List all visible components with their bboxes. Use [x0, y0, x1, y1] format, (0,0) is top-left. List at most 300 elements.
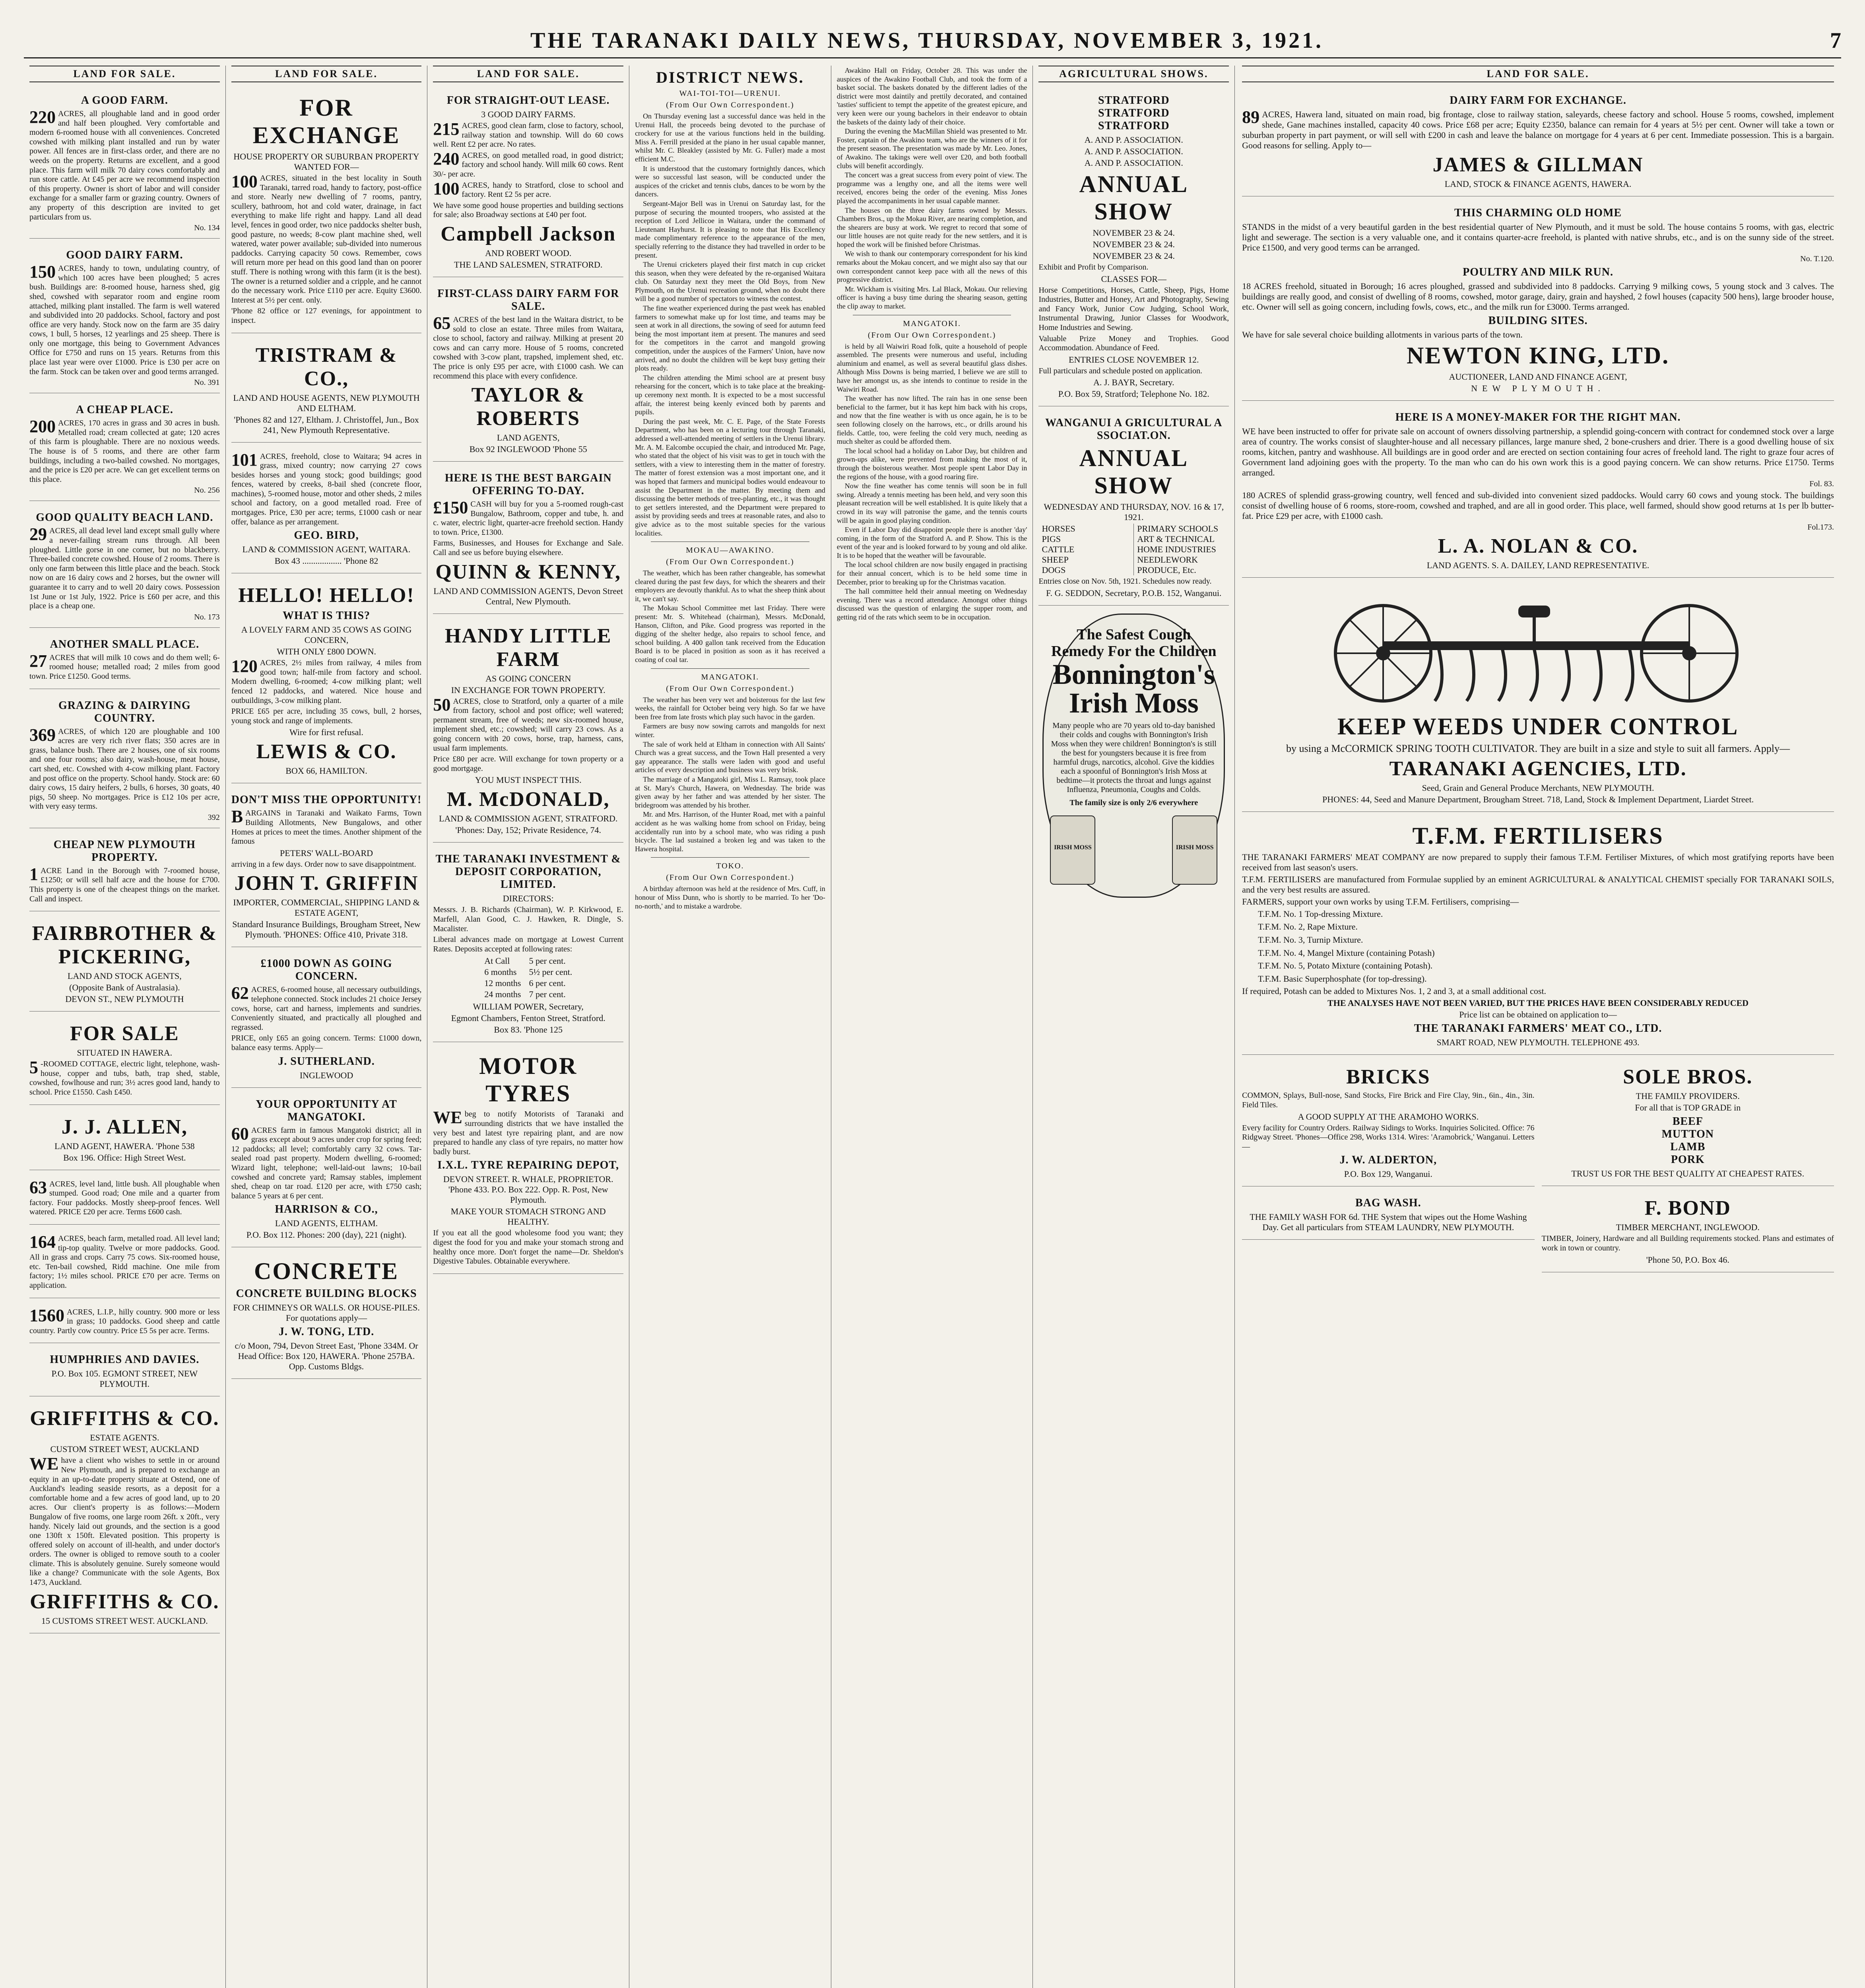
ad-heading: THIS CHARMING OLD HOME	[1454, 206, 1622, 219]
bottle-icon	[1050, 815, 1095, 885]
show-text: Exhibit and Profit by Comparison.	[1038, 263, 1149, 272]
agent-sub: LAND AND HOUSE AGENTS, NEW PLYMOUTH AND ELTHAM.	[233, 392, 420, 413]
ad-note: YOU MUST INSPECT THIS.	[475, 775, 582, 785]
classified-ad	[433, 618, 623, 843]
ad-heading: £1000 DOWN AS GOING CONCERN.	[260, 957, 392, 983]
rate-value: 6 per cent.	[529, 978, 566, 988]
company-name: THE TARANAKI INVESTMENT & DEPOSIT CORPORATION, LIMITED.	[435, 853, 621, 891]
agent-name: NEWTON KING, LTD.	[1406, 342, 1670, 369]
agent-address: BOX 66, HAMILTON.	[285, 766, 367, 776]
moss-brand: Bonnington's Irish Moss	[1052, 658, 1215, 719]
agent-address: INGLEWOOD	[299, 1070, 353, 1080]
ad-text: ACRES that will milk 10 cows and do them well; 6-roomed house; metalled road; 2 miles from good town. Price £1250. Good terms.	[29, 653, 220, 681]
show-assoc: A. AND P. ASSOCIATION.	[1084, 158, 1183, 168]
ad-heading: KEEP WEEDS UNDER CONTROL	[1337, 713, 1739, 740]
ad-subheading: 3 GOOD DAIRY FARMS.	[481, 109, 576, 119]
directors-list: Messrs. J. B. Richards (Chairman), W. P. Kirkwood, E. Marfell, Alan Good, C. J. Hawken, R. Dingle, S. Macalister.	[433, 905, 624, 933]
show-ad	[1038, 410, 1229, 606]
ad-heading: CHEAP NEW PLYMOUTH PROPERTY.	[53, 838, 196, 864]
ad-lead: 1560	[29, 1305, 64, 1325]
ad-text: Price list can be obtained on application to—	[1459, 1010, 1617, 1020]
ad-heading: T.F.M. FERTILISERS	[1412, 823, 1664, 849]
show-dates: NOVEMBER 23 & 24.	[1093, 239, 1175, 249]
ad-text: THE TARANAKI FARMERS' MEAT COMPANY are now prepared to supply their famous T.F.M. Fertiliser Mixtures, of which most gratifying reports have been received from last season's users.	[1242, 852, 1834, 873]
ad-heading: ANOTHER SMALL PLACE.	[50, 638, 200, 650]
divider	[651, 668, 809, 669]
article-paragraph: is held by all Waiwiri Road folk, quite a household of people assembled. The presents were numerous and useful, including aluminium and enamel, as well as several beautiful glass dishes. Although Miss Downs is being married, I believe we are still to have her amongst us, as she intends to continue to reside in the Waiwiri Road.	[836, 342, 1027, 393]
classified-ad	[231, 1251, 422, 1379]
agent-address: DEVON ST., NEW PLYMOUTH	[65, 994, 184, 1004]
classified-ad	[29, 1174, 220, 1225]
agent-name: GEO. BIRD,	[294, 529, 359, 542]
show-entries: ENTRIES CLOSE NOVEMBER 12.	[1069, 354, 1199, 365]
rates-table	[480, 955, 576, 1000]
column-2	[226, 66, 428, 1988]
ad-heading: FOR STRAIGHT-OUT LEASE.	[446, 94, 610, 107]
ad-body	[231, 174, 422, 305]
agent-name: J. J. ALLEN,	[61, 1115, 188, 1138]
show-text: Full particulars and schedule posted on application.	[1038, 366, 1202, 375]
column-1	[24, 66, 226, 1988]
ad-lead: 120	[231, 656, 258, 676]
ad-text: ACRES, 6-roomed house, all necessary outbuildings, telephone connected. Stock includes 21 choice Jersey cows, horse, cart and harness, implements and sundries. Conveniently situated, and practically all ploughed and regrassed.	[231, 985, 422, 1032]
ad-lead: 220	[29, 107, 56, 127]
show-assoc: A. AND P. ASSOCIATION.	[1084, 135, 1183, 145]
ad-text: ACRES, beach farm, metalled road. All level land; tip-top quality. Twelve or more paddocks. Good. All in grass and crops. Carry 75 cows. Six-roomed house, etc. Ten-bail cowshed, Ridd machine. One mile from factory; 1½ miles school. PRICE £70 per acre. Terms on application.	[29, 1234, 220, 1290]
article-paragraph: The fine weather experienced during the past week has enabled farmers to somewhat make up for lost time, and teams may be seen at work in all directions, the sowing of seed for autumn feed being the most important item at present. The manures and seed for the competitors in the carrot and mangold growing competition, under the auspices of the Farmers' Union, have now arrived, and no doubt the children will be kept busy getting their plots ready.	[635, 304, 825, 373]
ad-text: For all that is TOP GRADE in	[1635, 1103, 1741, 1113]
ad-text: arriving in a few days. Order now to save disappointment.	[231, 860, 416, 869]
agent-address: Box 83. 'Phone 125	[494, 1025, 563, 1035]
article-paragraph: The sale of work held at Eltham in connection with All Saints' Church was a great success, and the Town Hall presented a very gay appearance. The stalls were laden with good and useful articles of every description and business was very brisk.	[635, 740, 825, 774]
article-paragraph: We wish to thank our contemporary correspondent for his kind remarks about the Mokau concert, and we might also say that our own correspondent cannot keep pace with all the news of this progressive district.	[836, 250, 1027, 284]
right-section	[1235, 66, 1841, 1988]
ad-text: We have for sale several choice building allotments in various parts of the town.	[1242, 329, 1523, 340]
fertiliser-item: T.F.M. No. 4, Mangel Mixture (containing Potash)	[1258, 947, 1435, 958]
correspondent-line: (From Our Own Correspondent.)	[867, 330, 996, 340]
agent-address: Box 43 .................. 'Phone 82	[274, 556, 378, 566]
ad-text: ACRES, 170 acres in grass and 30 acres in bush. Metalled road; cream collected at gate; 120 acres of this farm is ploughable. There are no noxious weeds. The house is of 5 rooms, and there are other farm buildings, including a two-bailed cowshed. No mortgages, and the price is £20 per acre. We can get excellent terms on this place.	[29, 419, 220, 484]
agent-address: DEVON STREET. R. WHALE, PROPRIETOR. 'Phone 433. P.O. Box 222. Opp. R. Post, New Plymouth.	[443, 1174, 613, 1205]
ad-heading: MOTOR TYRES	[479, 1053, 578, 1107]
article-paragraph: The weather has been very wet and boisterous for the last few weeks, the rainfall for October being very high. So far we have been free from late frosts which play such havoc in the garden.	[635, 695, 825, 721]
classified-ad	[29, 632, 220, 689]
show-heading: ANNUAL SHOW	[1079, 445, 1189, 499]
irish-moss-ad	[1042, 613, 1225, 898]
article-paragraph: The houses on the three dairy farms owned by Messrs. Chambers Bros., up the Mokau River, are nearing completion, and the shearers are busy at work. We regret to record that some of our little houses are not quite ready for the new settlers, and it is hoped the work will be finished before Christmas.	[836, 206, 1027, 248]
ad-text: ACRES, good clean farm, close to factory, school, railway station and township. Will do 60 cows well. Rent £2 per acre. No rates.	[433, 121, 624, 149]
show-categories-left: HORSES PIGS CATTLE SHEEP DOGS	[1042, 524, 1075, 575]
agent-address: c/o Moon, 794, Devon Street East, 'Phone 334M. Or Head Office: Box 120, HAWERA. 'Phone 257BA. Opp. Customs Bldgs.	[235, 1341, 418, 1372]
ad-body	[231, 809, 422, 846]
bottles	[1050, 815, 1217, 885]
agent-name: L. A. NOLAN & CO.	[1438, 535, 1638, 558]
article-body	[837, 66, 1027, 311]
ad-body	[29, 419, 220, 484]
column-3	[427, 66, 629, 1988]
ad-price: PRICE, only £65 an going concern. Terms: £1000 down, balance easy terms. Apply—	[231, 1034, 422, 1052]
classified-ad	[231, 577, 422, 783]
right-bottom-ads	[1542, 1059, 1834, 1276]
article-subheading: MANGATOKI.	[701, 672, 759, 681]
ad-subheading: HOUSE PROPERTY OR SUBURBAN PROPERTY WANTED FOR—	[233, 151, 419, 172]
correspondent-line: (From Our Own Correspondent.)	[666, 101, 794, 109]
classified-ad	[433, 1046, 623, 1274]
agent-sub: LAND AGENTS, ELTHAM.	[275, 1218, 378, 1229]
agent-name: LEWIS & CO.	[256, 740, 397, 763]
agent-address: P.O. Box 105. EGMONT STREET, NEW PLYMOUTH.	[51, 1369, 198, 1389]
ad-body	[433, 697, 623, 753]
ad-subheading: PETERS' WALL-BOARD	[280, 848, 373, 858]
classified-ad	[1242, 405, 1834, 578]
ad-lead: 240	[433, 149, 460, 169]
ad-text: Liberal advances made on mortgage at Lowest Current Rates. Deposits accepted at following rates:	[433, 935, 624, 953]
ad-ref: 'Phone 82 office or 127 evenings, for appointment to inspect.	[231, 307, 422, 325]
article-body	[635, 885, 825, 911]
ad-body	[29, 1305, 220, 1336]
section-header: AGRICULTURAL SHOWS.	[1038, 66, 1229, 82]
agent-name: GRIFFITHS & CO.	[30, 1407, 219, 1430]
fertiliser-item: T.F.M. No. 5, Potato Mixture (containing Potash).	[1258, 961, 1433, 971]
ad-heading: POULTRY AND MILK RUN.	[1463, 266, 1613, 278]
show-text: Entries close on Nov. 5th, 1921. Schedules now ready.	[1038, 577, 1212, 586]
ad-heading: YOUR OPPORTUNITY AT MANGATOKI.	[256, 1098, 397, 1123]
bricks-ad	[1242, 1059, 1534, 1186]
timber-ad	[1542, 1190, 1834, 1272]
ad-ref: Fol.173.	[1807, 523, 1834, 532]
ad-text: COMMON, Splays, Bull-nose, Sand Stocks, Fire Brick and Fire Clay, 9in., 6in., 4in., 3in. Field Tiles.	[1242, 1091, 1535, 1109]
rate-row	[480, 978, 576, 989]
article-paragraph: During the evening the MacMillan Shield was presented to Mr. Foster, captain of the Awakino team, who are the winners of it for the present season. The presentation was made by Mr. Leo. Jones, of Awakino. The takings were well over £20, and both football clubs will benefit accordingly.	[836, 127, 1027, 170]
ad-body	[433, 151, 623, 179]
agent-address: (Opposite Bank of Australasia).	[69, 982, 180, 993]
ad-heading: FOR SALE	[70, 1022, 179, 1045]
show-categories	[1038, 524, 1229, 575]
ad-body	[29, 1177, 220, 1217]
bottle-label: IRISH MOSS	[1054, 844, 1092, 851]
agent-name: HUMPHRIES AND DAVIES.	[50, 1353, 200, 1366]
agent-address: Box 196. Office: High Street West.	[63, 1152, 186, 1163]
ad-body	[433, 500, 623, 537]
article-paragraph: It is understood that the customary fortnightly dances, which were so successful last season, will be conducted under the auspices of the cricket and tennis clubs, dances to be worn by the dancers.	[635, 164, 825, 198]
ad-lead: £150	[433, 498, 468, 518]
agent-name: GRIFFITHS & CO.	[30, 1590, 219, 1613]
agent-name: QUINN & KENNY,	[435, 560, 621, 583]
correspondent-line: (From Our Own Correspondent.)	[666, 557, 794, 567]
agent-name: Campbell Jackson	[441, 222, 616, 245]
show-heading: ANNUAL SHOW	[1079, 171, 1189, 225]
agent-name: J. SUTHERLAND.	[278, 1055, 375, 1068]
show-dates: WEDNESDAY AND THURSDAY, NOV. 16 & 17, 1921.	[1044, 502, 1224, 522]
ad-text: ACRES farm in famous Mangatoki district; all in grass except about 9 acres under crop for spring feed; 12 paddocks; all level; comfortably carry 32 cows. Tar-sealed road past property. Modern dwelling, 6-roomed; Wizard light, telephone; well-laid-out lawns; 10-bail cowshed and concrete yard; Ramsay stables, implement shed, cheap on tar road. £120 per acre, with £750 cash; balance 5 years at 6 per cent.	[231, 1126, 422, 1200]
article-body	[837, 342, 1027, 622]
agent-address: Standard Insurance Buildings, Brougham Street, New Plymouth. 'PHONES: Office 410, Private 318.	[232, 919, 421, 940]
article-paragraph: The Mokau School Committee met last Friday. There were present: Mr. S. Whitehead (chairman), Messrs. McDonald, Hanson, Clifton, and Pike. Good progress was reported in the digging of the shelter hedge, also repairs to school fence, and school building. A 400 gallon tank received from the Education Board is to be placed in position as soon as it has received a coating of coal tar.	[635, 604, 825, 664]
ad-text: T.F.M. FERTILISERS are manufactured from Formulae supplied by an eminent AGRICULTURAL & ANALYTICAL CHEMIST specially FOR TARANAKI SOILS, and the very best results are assured.	[1242, 874, 1834, 895]
agent-address: THE LAND SALESMEN, STRATFORD.	[454, 259, 603, 270]
agent-ad	[29, 1109, 220, 1170]
article-paragraph: Mr. Wickham is visiting Mrs. Lal Black, Mokau. Our relieving officer is having a busy time during the shearing season, getting the clip away to market.	[836, 285, 1027, 311]
ad-lead: 89	[1242, 107, 1260, 127]
page-number: 7	[1830, 28, 1841, 53]
bottle-icon	[1172, 815, 1217, 885]
show-secretary: A. J. BAYR, Secretary.	[1093, 377, 1174, 388]
ad-heading: A CHEAP PLACE.	[76, 404, 173, 416]
moss-tagline: The Safest Cough Remedy For the Children	[1051, 626, 1217, 660]
ad-lead: WE	[29, 1454, 59, 1474]
agent-address: SMART ROAD, NEW PLYMOUTH. TELEPHONE 493.	[1436, 1037, 1640, 1048]
show-classes-heading: CLASSES FOR—	[1101, 274, 1166, 284]
article-paragraph: Mr. and Mrs. Harrison, of the Hunter Road, met with a painful accident as he was walking home from school on Friday, being accidentally run into by a school mate, who was riding a push bicycle. The lad sustained a broken leg and was taken to the Hawera hospital.	[635, 810, 825, 853]
classified-ad	[29, 693, 220, 828]
moss-text: Many people who are 70 years old to-day banished their colds and coughs with Bonnington's Irish Moss when they were children! Bonnington's is still the best for youngsters because it is free from harmful drugs, narcotics, alcohol. Give the kiddies each a spoonful of Bonnington's Irish Moss at bedtime—it protects the throat and lungs against Influenza, Pneumonia, Coughs and Colds.	[1051, 721, 1217, 794]
classified-ad	[29, 243, 220, 393]
ad-subheading: TIMBER MERCHANT, INGLEWOOD.	[1616, 1222, 1760, 1233]
ad-lead: 369	[29, 725, 56, 745]
ad-heading: HERE IS A MONEY-MAKER FOR THE RIGHT MAN.	[1395, 411, 1681, 424]
ad-lead: 63	[29, 1177, 47, 1197]
ad-text: We have some good house properties and building sections for sale; also Broadway sections at £40 per foot.	[433, 201, 624, 219]
ad-text: Every facility for Country Orders. Railway Sidings to Works. Inquiries Solicited. Office: 76 Ridgway Street. 'Phones—Office 298, Works 1314. Wires: 'Aramobrick,' Wanganui. Letters—	[1242, 1123, 1535, 1151]
fertiliser-item: T.F.M. No. 3, Turnip Mixture.	[1258, 935, 1363, 945]
lease-items	[433, 121, 623, 200]
article-body	[635, 696, 825, 854]
agent-name: TARANAKI AGENCIES, LTD.	[1389, 757, 1687, 780]
butcher-ad	[1542, 1059, 1834, 1186]
agent-address: 15 CUSTOMS STREET WEST. AUCKLAND.	[41, 1615, 208, 1626]
classified-ad	[1242, 88, 1834, 196]
correspondent-line: (From Our Own Correspondent.)	[666, 873, 794, 882]
ad-text: ACRES, freehold, close to Waitara; 94 acres in grass, mixed country; now carrying 27 cows besides horses and young stock; good buildings; good fences, watered by creeks, 8-bail shed (concrete floor, machines), 5-roomed house, motor and other sheds, 2 miles school and factory, on a good metalled road. Free of mortgages. Price, £30 per acre; terms, £1000 cash or near offer, balance as per arrangement.	[231, 452, 422, 526]
ad-lead: 1	[29, 864, 38, 884]
agent-name: THE TARANAKI FARMERS' MEAT CO., LTD.	[1414, 1022, 1662, 1035]
cultivator-icon	[1320, 590, 1757, 709]
ad-text: ACRES, on good metalled road, in good district; factory and school handy. Will milk 60 cows. Rent 30/- per acre.	[433, 151, 624, 179]
agent-sub: ESTATE AGENTS.	[90, 1433, 159, 1443]
ad-text: ACRES, close to Stratford, only a quarter of a mile from factory, school and post office; well watered; permanent stream, free of weeds; new six-roomed house, implement shed, etc.; cowshed; will carry 23 cows. As a going concern with 20 cows, horse, trap, harness, cans, usual farm implements.	[433, 697, 624, 753]
agent-ad	[29, 1400, 220, 1633]
article-paragraph: On Thursday evening last a successful dance was held in the Urenui Hall, the proceeds being devoted to the purchase of crockery for use at the various functions held in the building. Miss A. Ferrill presided at the piano in her usual capable manner, whilst Mr. C. Bleakley (assisted by Mr. G. Fuller) made a most efficient M.C.	[635, 112, 825, 163]
ad-heading: SOLE BROS.	[1623, 1066, 1753, 1089]
agent-name: JAMES & GILLMAN	[1432, 153, 1644, 176]
ad-text: ACRES, of which 120 are ploughable and 100 acres are very rich river flats; 350 acres are in grass, balance bush. There are 2 houses, one of six rooms and one four rooms; also dairy, wash-house, meat house, cart shed, etc. Cowshed with 4-cow milking plant. Factory and post office on the property. School handy. Stock are: 60 dairy cows, 15 dairy heifers, 2 bulls, 6 horses, 30 goats, 40 pigs, 50 sheep. No mortgages. Price is £12 10s per acre, with very easy terms.	[29, 727, 220, 811]
fertiliser-list	[1242, 909, 1834, 985]
agent-ad	[29, 915, 220, 1011]
ad-text: FARMERS, support your own works by using T.F.M. Fertilisers, comprising—	[1242, 896, 1519, 907]
masthead	[24, 28, 1841, 58]
ad-text: -ROOMED COTTAGE, electric light, telephone, wash-house, copper and tubs, bath, trap shed, stable, cowshed, fowlhouse and run; 3½ acres good land, handy to school. Price £1550. Cash £450.	[29, 1060, 220, 1097]
ad-text: If you eat all the good wholesome food you want; they digest the food for you and make your stomach strong and healthy once more. Don't forget the name—Dr. Sheldon's Digestive Tabules. Obtainable everywhere.	[433, 1229, 624, 1266]
ad-subheading: WITH ONLY £800 DOWN.	[277, 646, 376, 657]
ad-text: ACRES, level land, little bush. All ploughable when stumped. Good road; One mile and a quarter from factory. Four paddocks. Mostly sheep-proof fences. Well watered. PRICE £20 per acre. Terms £600 cash.	[29, 1179, 220, 1217]
section-header: LAND FOR SALE.	[231, 66, 422, 82]
ad-heading: FOR EXCHANGE	[252, 95, 400, 148]
ad-text: ACRES, 2½ miles from railway, 4 miles from good town; half-mile from factory and school. Modern dwelling, 6-roomed; 4-cow milking plant; well fenced 12 paddocks, and watered. Nice house and outbuildings, 3-cow milking plant.	[231, 658, 422, 705]
classified-ad	[433, 466, 623, 614]
ad-text: TIMBER, Joinery, Hardware and all Building requirements stocked. Plans and estimates of work in town or country.	[1541, 1234, 1834, 1252]
ad-body	[29, 264, 220, 377]
ad-ref: No. 173	[194, 612, 220, 621]
ad-text: If required, Potash can be added to Mixtures Nos. 1, 2 and 3, at a small additional cost.	[1242, 986, 1547, 996]
article-subheading: MANGATOKI.	[903, 319, 961, 328]
fertiliser-item: T.F.M. No. 2, Rape Mixture.	[1258, 922, 1358, 932]
agent-sub: AND ROBERT WOOD.	[485, 248, 572, 258]
ad-lead: 5	[29, 1058, 38, 1077]
agent-name: J. W. ALDERTON,	[1339, 1154, 1437, 1167]
classified-ad	[231, 1092, 422, 1248]
ad-body	[29, 109, 220, 222]
show-secretary: F. G. SEDDON, Secretary, P.O.B. 152, Wanganui.	[1046, 588, 1222, 598]
article-paragraph: Now the fine weather has come tennis will soon be in full swing. Already a tennis meeting has been held, and very soon this pleasant recreation will be well established. It is quite likely that a crowd in its way will patronise the game, and the tennis courts will be again in good playing condition.	[836, 482, 1027, 524]
ad-heading: DON'T MISS THE OPPORTUNITY!	[231, 794, 422, 806]
ad-text: ACRES of the best land in the Waitara district, to be sold to close an estate. Three miles from Waitara, close to school, factory and railway. Milking at present 20 cows and can carry more. House of 5 rooms, concreted cowshed with 3-cow plant, trapshed, implement shed, etc. The price is only £95 per acre, with £1000 cash. We can recommend this place with every confidence.	[433, 315, 624, 381]
moss-price: The family size is only 2/6 everywhere	[1069, 798, 1198, 807]
show-assoc: A. AND P. ASSOCIATION.	[1084, 146, 1183, 156]
machinery-ad	[1242, 582, 1834, 812]
ad-lead: WE	[433, 1108, 462, 1128]
article-paragraph: The Urenui cricketers played their first match in cup cricket this season, when they were defeated by the re-organised Waitara club. On Saturday next they meet the Old Boys, from New Plymouth, on the Urenui recreation ground, when no doubt there will be a good number of spectators to witness the contest.	[635, 260, 825, 303]
agent-sub: Seed, Grain and General Produce Merchants, NEW PLYMOUTH.	[1422, 783, 1654, 793]
ad-text: have a client who wishes to settle in or around New Plymouth, and is prepared to exchange an equity in an up-to-date property situate at Ostend, one of Auckland's leading seaside resorts, as a deposit for a comfortable home and a few acres of good land, up to 20 acres. Our client's property is as follows:—Modern Bungalow of five rooms, one large room 26ft. x 20ft., very handy. Nicely laid out grounds, and the section is a good one 130ft x 150ft. Elevated position. This property is offered solely on account of ill-health, and under doctor's orders. The owner is obliged to remove south to a cooler climate. This is absolutely genuine. Surely someone would like a change? Communicate with the sole Agents, Box 1473, Auckland.	[29, 1456, 220, 1587]
agent-name: TAYLOR & ROBERTS	[471, 384, 585, 430]
agent-address: 'Phone 50, P.O. Box 46.	[1646, 1254, 1729, 1265]
article-paragraph: Farmers are busy now sowing carrots and mangolds for next winter.	[635, 722, 825, 739]
newspaper-title: THE TARANAKI DAILY NEWS, THURSDAY, NOVEMBER 3, 1921.	[530, 28, 1324, 53]
ad-lead: 164	[29, 1232, 56, 1252]
classified-ad	[29, 1015, 220, 1105]
rate-term: At Call	[484, 956, 510, 966]
classified-ad	[231, 447, 422, 574]
agent-name: TRISTRAM & CO.,	[255, 344, 398, 390]
ad-body	[231, 658, 422, 705]
ad-text: ACRES, situated in the best locality in South Taranaki, tarred road, handy to factory, post-office and store. Nearly new dwelling of 7 rooms, pantry, scullery, bathroom, hot and cold water, drainage, in fact everything to make life right and happy. Land all dead level, fences in good order, two nice paddocks shelter bush, good pasture, no weeds; 8-cow plant machine shed, well watered, water power available; sub-divided into numerous paddocks. Carrying capacity 50 cows. Remember, cows will return more per head on this good land than on poorer stuff. There is nothing wrong with this farm (it is the best). The owner is a returned soldier and a cripple, and he cannot do the necessary work. Price £110 per acre. Equity £3600. Interest at 5½ per cent. only.	[231, 174, 422, 305]
show-assoc: WANGANUI A GRICULTURAL A SSOCIAT.ON.	[1045, 417, 1223, 442]
article-paragraph: The weather, which has been rather changeable, has somewhat cleared during the past few days, for which the shearers and their employers are devoutly thankful. As to what the sheep think about it, we can't say.	[635, 569, 825, 603]
article-paragraph: The local school had a holiday on Labor Day, but children and grown-ups alike, were prevented from making the most of it, through the boisterous weather. Most people spent Labor Day in the regions of the house, with a good roaring fire.	[836, 447, 1027, 481]
ad-body	[29, 866, 220, 904]
agent-address: PHONES: 44, Seed and Manure Department, Brougham Street. 718, Land, Stock & Implement Department, Liardet Street.	[1322, 794, 1754, 805]
agent-ad	[29, 1347, 220, 1396]
ad-ref: No. 391	[194, 378, 220, 387]
agent-name: I.X.L. TYRE REPAIRING DEPOT,	[437, 1159, 619, 1172]
ad-lead: 200	[29, 417, 56, 437]
ad-text: FOR CHIMNEYS OR WALLS. OR HOUSE-PILES. For quotations apply—	[233, 1303, 420, 1323]
show-town: STRATFORD STRATFORD STRATFORD	[1098, 94, 1170, 132]
ad-subheading: WHAT IS THIS?	[283, 610, 371, 622]
ad-text: CASH will buy for you a 5-roomed rough-cast Bungalow, Bathroom, copper and tube, h. and c. water, electric light, quarter-acre freehold section. Handy to town. Price, £1300.	[433, 500, 624, 537]
ad-price: Price £80 per acre. Will exchange for town property or a good mortgage.	[433, 755, 624, 773]
agent-sub: LAND & COMMISSION AGENT, WAITARA.	[242, 544, 411, 555]
article-subheading: WAI-TOI-TOI—URENUI.	[679, 89, 781, 98]
agent-name: FAIRBROTHER & PICKERING,	[32, 922, 217, 969]
ad-text: beg to notify Motorists of Taranaki and surrounding districts that we have installed the very best and latest tyre repairing plant, and are now prepared to handle any class of tyre repairs, no matter how badly burst.	[433, 1110, 624, 1156]
agent-address: Box 92 INGLEWOOD 'Phone 55	[469, 444, 587, 454]
classified-ad	[29, 832, 220, 911]
ad-text: ARGAINS in Taranaki and Waikato Farms, Town Building Allotments, New Bungalows, and other Homes at prices to meet the times. Another shipment of the famous	[231, 809, 422, 846]
ad-ref: Fol. 83.	[1809, 480, 1834, 489]
agent-name: M. McDONALD,	[446, 788, 610, 811]
ad-body	[231, 1126, 422, 1201]
ad-ref: No. 256	[194, 486, 220, 495]
ad-text: TRUST US FOR THE BEST QUALITY AT CHEAPEST RATES.	[1571, 1169, 1805, 1179]
agent-address: P.O. Box 112. Phones: 200 (day), 221 (night).	[246, 1230, 407, 1240]
agent-address: CUSTOM STREET WEST, AUCKLAND	[50, 1444, 199, 1454]
ad-body	[29, 526, 220, 611]
ad-heading: HELLO! HELLO!	[238, 584, 415, 607]
show-address: P.O. Box 59, Stratford; Telephone No. 182.	[1058, 389, 1209, 399]
article-body	[635, 112, 825, 538]
agent-sub: LAND AGENTS,	[497, 433, 560, 443]
article-paragraph: The concert was a great success from every point of view. The programme was a lengthy one, and all the items were well received, encores being the order of the evening. Miss Jones played the accompaniments in her usual capable manner.	[836, 171, 1027, 205]
ad-text: ACRES, handy to town, undulating country, of which 100 acres have been ploughed; 5 acres bush. Buildings are: 8-roomed house, harness shed, gig shed, cowshed with separator room and engine room attached, milking plant installed. The farm is well watered and subdivided into 20 paddocks. School, factory and post office are very handy. Stock now on the farm are 35 dairy cows, 1 bull, 5 horses, 12 yearlings and 25 sheep. There is only one mortgage, this being to Government Advances Office for £750 and runs on 15 years. Returns from this place last year were over £1000. Price is £30 per acre on the farm. Stock can be taken over and good terms arranged.	[29, 264, 220, 376]
ad-lead: 27	[29, 651, 47, 671]
ad-heading: A GOOD FARM.	[81, 94, 168, 107]
ad-heading: BUILDING SITES.	[1488, 314, 1588, 327]
show-dates: NOVEMBER 23 & 24.	[1093, 228, 1175, 238]
ad-subheading: SITUATED IN HAWERA.	[77, 1048, 173, 1058]
ad-body	[29, 1456, 220, 1587]
agent-address: 'Phones: Day, 152; Private Residence, 74.	[455, 825, 602, 835]
ad-heading: BAG WASH.	[1355, 1197, 1421, 1209]
article-paragraph: A birthday afternoon was held at the residence of Mrs. Cuff, in honour of Miss Dunn, who is shortly to be married. To her 'Do-no-north,' and to mistake a wardrobe.	[635, 885, 825, 910]
agent-sub: LAND AND STOCK AGENTS,	[67, 971, 182, 981]
article-paragraph: The children attending the Mimi school are at present busy rehearsing for the concert, which is to take place at the breaking-up ceremony next month. It is expected to be a most successful affair, the interest being keenly evinced both by parents and pupils.	[635, 373, 825, 416]
ad-body	[433, 315, 623, 381]
ad-subheading: THE FAMILY PROVIDERS.	[1636, 1091, 1740, 1101]
ad-ref: No. 134	[194, 223, 220, 233]
ad-text: A GOOD SUPPLY AT THE ARAMOHO WORKS.	[1298, 1111, 1479, 1122]
fertiliser-item: T.F.M. Basic Superphosphate (for top-dressing).	[1258, 973, 1427, 984]
ad-lead: 50	[433, 695, 451, 714]
rate-row	[480, 989, 576, 1000]
ad-lead: 62	[231, 983, 249, 1003]
agent-sub: LAND, STOCK & FINANCE AGENTS, HAWERA.	[1444, 179, 1632, 189]
ad-body	[231, 985, 422, 1032]
article-body	[635, 569, 825, 664]
rate-term: 6 months	[484, 967, 517, 977]
show-classes: Horse Competitions, Horses, Cattle, Sheep, Pigs, Home Industries, Butter and Honey, Art and Photography, Sewing and Fancy Work, Junior Cow Judging, School Work, Instrumental Drawing, Junior Classes for Woodwork, Home Industries and Sewing.	[1038, 285, 1229, 332]
article-paragraph: During the past week, Mr. C. E. Page, of the State Forests Department, who has been on a lecturing tour through Taranaki, addressed a well-attended meeting of settlers in the Urenui library. Mr. A. M. Ealcombe occupied the chair, and introduced Mr. Page, who stated that the object of his visit was to get in touch with the settlers, with a view to interesting them in the matter of forestry. The matter of forest extension was a most important one, and it was hoped that farmers and municipal bodies would endeavour to assist the Department in the matter. By meeting them and discussing the better methods of tree-planting, etc., it was thought to get settlers interested, and the Department were prepared to assist by providing seeds and trees at reasonable rates, and also to give advice as to the most suitable species for the various localities.	[635, 417, 825, 537]
ad-price: PRICE £65 per acre, including 35 cows, bull, 2 horses, young stock and range of implements.	[231, 707, 422, 725]
show-ad	[1038, 88, 1229, 406]
agent-address: LAND AND COMMISSION AGENTS, Devon Street Central, New Plymouth.	[433, 586, 623, 606]
agent-sub: LAND & COMMISSION AGENT, STRATFORD.	[439, 813, 618, 824]
ad-heading: F. BOND	[1644, 1197, 1731, 1220]
ad-lead: 29	[29, 524, 47, 544]
ad-subheading: IN EXCHANGE FOR TOWN PROPERTY.	[451, 685, 605, 695]
ad-ref: No. T.120.	[1800, 254, 1834, 263]
agent-sub: LAND AGENTS. S. A. DAILEY, LAND REPRESENTATIVE.	[1426, 560, 1650, 571]
classified-ad	[29, 397, 220, 501]
article-paragraph: Even if Labor Day did disappoint people there is another 'day' coming, in the form of the Stratford A. and P. Show. This is the event of the year and is looked forward to by young and old alike. It is to be hoped that the weather will be favourable.	[836, 526, 1027, 559]
ad-text: THE FAMILY WASH FOR 6d. THE System that wipes out the Home Washing Day. Get all particulars from STEAM LAUNDRY, NEW PLYMOUTH.	[1250, 1212, 1527, 1233]
bag-wash-ad	[1242, 1190, 1534, 1240]
column-4	[629, 66, 831, 1988]
ad-heading: GOOD QUALITY BEACH LAND.	[36, 511, 213, 524]
rate-value: 7 per cent.	[529, 989, 566, 1000]
ad-lead: 101	[231, 450, 258, 470]
rate-value: 5½ per cent.	[529, 967, 573, 977]
agent-name: HARRISON & CO.,	[275, 1203, 378, 1216]
ad-lead: 215	[433, 119, 460, 139]
article-paragraph: Awakino Hall on Friday, October 28. This was under the auspices of the Awakino Football Club, and took the form of a basket social. The baskets donated by the different ladies of the district were most daintily and prettily decorated, and contained 'tasties' sufficient to tempt the appetite of the greatest epicure, and very keen were our young bachelors in their endeavor to obtain the baskets of the dainty lady of their choice.	[836, 66, 1027, 126]
ad-lead: 100	[433, 179, 460, 198]
columns	[24, 66, 1841, 1988]
ad-lead: 60	[231, 1124, 249, 1143]
article-subheading: MOKAU—AWAKINO.	[686, 546, 774, 555]
ad-heading: HANDY LITTLE FARM	[445, 624, 612, 671]
agent-address: NEW PLYMOUTH.	[1471, 383, 1605, 394]
